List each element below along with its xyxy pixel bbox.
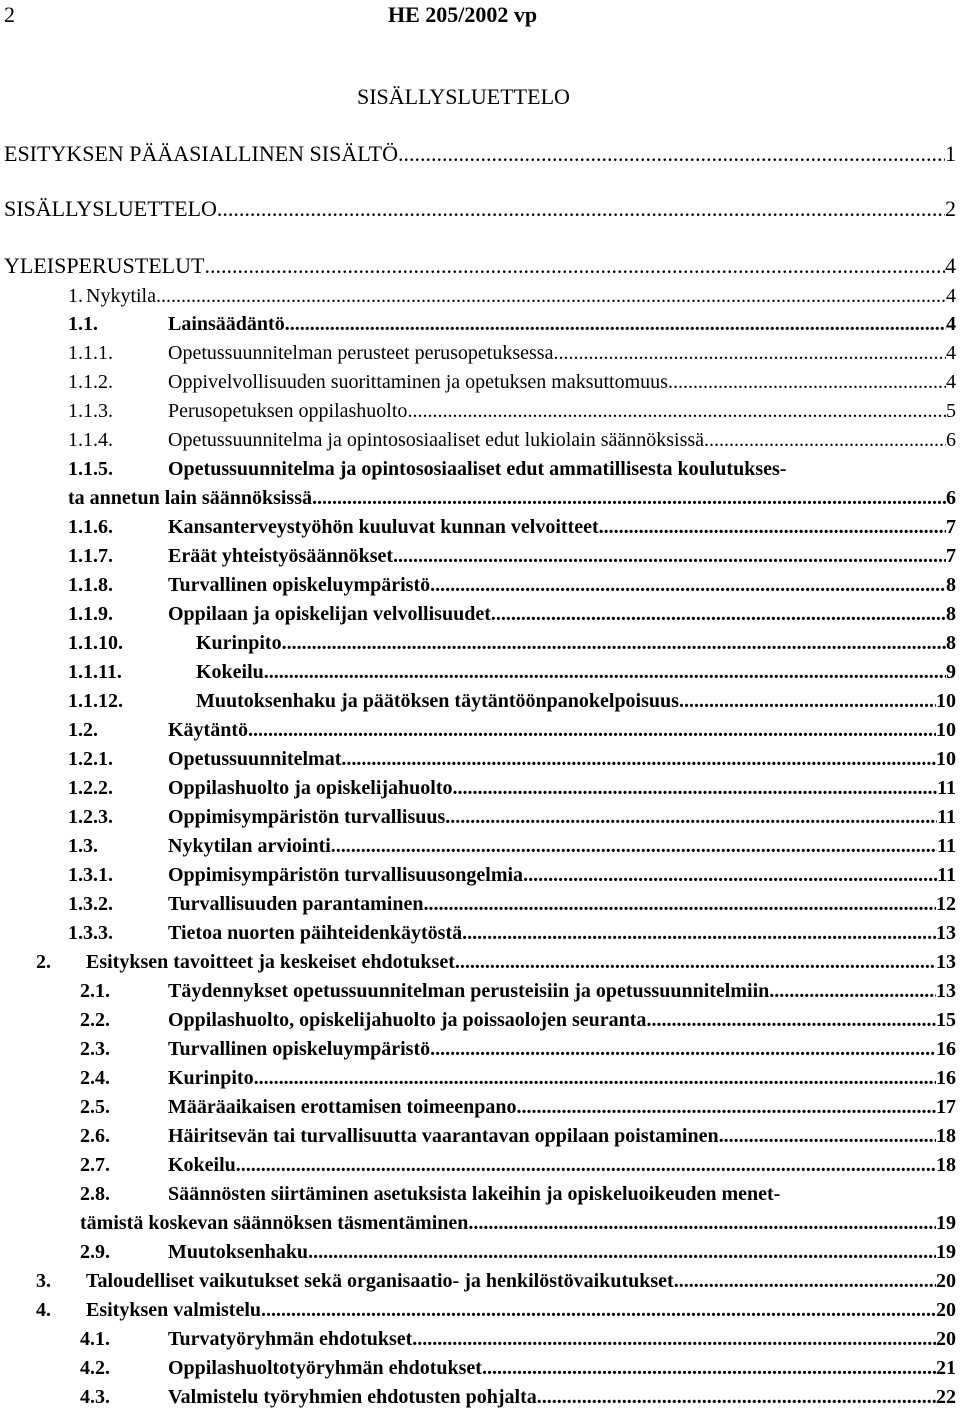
toc-entry[interactable] [0, 456, 960, 511]
toc-entry-page: 7 [946, 545, 956, 567]
toc-entry-title: Kurinpito [196, 632, 282, 654]
toc-entry[interactable] [0, 978, 960, 1004]
dot-leader [674, 1268, 936, 1294]
toc-entry-number: 1. [68, 285, 83, 307]
toc-entry-number: 1.3.1. [68, 864, 113, 886]
toc-entry-title: Nykytila [86, 285, 156, 307]
toc-entry-page: 16 [936, 1067, 956, 1089]
toc-entry-number: 1.3.2. [68, 893, 113, 915]
toc-entry-page: 5 [946, 400, 956, 422]
toc-entry[interactable] [0, 1181, 960, 1236]
toc-entry-title: Häiritsevän tai turvallisuutta vaarantavan oppilaan poistaminen [168, 1125, 719, 1147]
dot-leader [248, 717, 936, 743]
toc-entry-number: 2.1. [80, 980, 110, 1002]
toc-entry-page: 6 [946, 429, 956, 451]
toc-entry-title: Käytäntö [168, 719, 248, 741]
toc-entry-number: 1.2.1. [68, 748, 113, 770]
toc-entry-number: 1.1.7. [68, 545, 113, 567]
toc-entry[interactable] [0, 427, 960, 453]
toc-entry[interactable] [0, 514, 960, 540]
dot-leader [453, 775, 938, 801]
toc-entry-number: 1.1.3. [68, 400, 113, 422]
toc-entry-page: 4 [946, 342, 956, 364]
toc-entry-number: 3. [36, 1270, 51, 1292]
toc-entry[interactable] [0, 283, 960, 309]
toc-entry[interactable] [0, 1094, 960, 1120]
toc-entry[interactable] [0, 688, 960, 714]
toc-entry-title: YLEISPERUSTELUT [4, 253, 205, 278]
toc-entry[interactable] [0, 746, 960, 772]
toc-entry[interactable] [0, 1239, 960, 1265]
toc-entry-page: 15 [936, 1009, 956, 1031]
toc-entry-number: 1.1.4. [68, 429, 113, 451]
toc-entry[interactable] [0, 949, 960, 975]
dot-leader [599, 514, 946, 540]
toc-entry-page: 10 [936, 748, 956, 770]
toc-entry-title: Valmistelu työryhmien ehdotusten pohjalta [168, 1386, 537, 1408]
toc-entry-title: Säännösten siirtäminen asetuksista lakeihin ja opiskeluoikeuden menet- [168, 1183, 781, 1205]
dot-leader [217, 195, 945, 223]
dot-leader [393, 543, 946, 569]
toc-entry-title: Kokeilu [196, 661, 264, 683]
toc-entry-number: 1.3.3. [68, 922, 113, 944]
toc-entry-number: 1.1.6. [68, 516, 113, 538]
toc-entry-title: Kurinpito [168, 1067, 254, 1089]
toc-entry[interactable] [0, 1326, 960, 1352]
dot-leader [264, 659, 946, 685]
toc-entry-page: 12 [936, 893, 956, 915]
toc-entry[interactable] [0, 369, 960, 395]
toc-entry[interactable] [0, 659, 960, 685]
toc-entry[interactable] [0, 1355, 960, 1381]
toc-entry-title: ESITYKSEN PÄÄASIALLINEN SISÄLTÖ [4, 141, 398, 166]
toc-entry-number: 4.3. [80, 1386, 110, 1408]
toc-entry[interactable] [0, 804, 960, 830]
toc-entry[interactable] [0, 572, 960, 598]
dot-leader [423, 891, 936, 917]
toc-entry-title: Määräaikaisen erottamisen toimeenpano [168, 1096, 517, 1118]
toc-entry-number: 2.8. [80, 1183, 110, 1205]
toc-entry-title: Oppivelvollisuuden suorittaminen ja opetuksen maksuttomuus [168, 371, 668, 393]
toc-entry[interactable] [0, 195, 960, 223]
dot-leader [769, 978, 936, 1004]
dot-leader [491, 601, 946, 627]
toc-entry-title: Taloudelliset vaikutukset sekä organisaatio- ja henkilöstövaikutukset [86, 1270, 674, 1292]
toc-entry[interactable] [0, 920, 960, 946]
toc-entry-number: 2.9. [80, 1241, 110, 1263]
dot-leader [261, 1297, 936, 1323]
toc-entry-page: 18 [936, 1154, 956, 1176]
toc-entry[interactable] [0, 340, 960, 366]
dot-leader [704, 427, 946, 453]
toc-entry-page: 4 [946, 313, 956, 335]
toc-entry-page: 4 [946, 371, 956, 393]
dot-leader [312, 485, 946, 511]
document-id: HE 205/2002 vp [388, 2, 538, 27]
toc-entry-number: 2.3. [80, 1038, 110, 1060]
dot-leader [398, 140, 945, 168]
dot-leader [468, 1210, 936, 1236]
toc-entry-number: 2.5. [80, 1096, 110, 1118]
dot-leader [537, 1384, 936, 1410]
toc-entry[interactable] [0, 775, 960, 801]
toc-entry-title: Oppilashuolto, opiskelijahuolto ja poissaolojen seuranta [168, 1009, 647, 1031]
toc-entry-title: Oppilaan ja opiskelijan velvollisuudet [168, 603, 491, 625]
toc-entry-title: Muutoksenhaku ja päätöksen täytäntöönpanokelpoisuus [196, 690, 679, 712]
toc-entry[interactable] [0, 1123, 960, 1149]
toc-entry-title: Kansanterveystyöhön kuuluvat kunnan velvoitteet [168, 516, 599, 538]
toc-entry[interactable] [0, 1065, 960, 1091]
toc-entry-number: 1.1.10. [68, 632, 123, 654]
toc-entry-title: Turvallinen opiskeluympäristö [168, 574, 431, 596]
toc-entry-page: 10 [936, 719, 956, 741]
toc-entry[interactable] [0, 630, 960, 656]
toc-title: SISÄLLYSLUETTELO [357, 84, 570, 109]
toc-entry-number: 2. [36, 951, 51, 973]
dot-leader [254, 1065, 936, 1091]
dot-leader [455, 949, 936, 975]
toc-entry-title: Turvatyöryhmän ehdotukset [168, 1328, 413, 1350]
dot-leader [308, 1239, 936, 1265]
toc-entry[interactable] [0, 862, 960, 888]
toc-entry-page: 17 [936, 1096, 956, 1118]
toc-entry-number: 4.1. [80, 1328, 110, 1350]
toc-entry-number: 2.6. [80, 1125, 110, 1147]
toc-entry-title: Oppilashuoltotyöryhmän ehdotukset [168, 1357, 482, 1379]
toc-entry-page: 11 [937, 777, 956, 799]
dot-leader [156, 283, 946, 309]
toc-entry[interactable] [0, 543, 960, 569]
toc-entry-page: 13 [936, 951, 956, 973]
toc-entry-title: ta annetun lain säännöksissä [68, 487, 312, 509]
dot-leader [282, 630, 946, 656]
toc-entry[interactable] [0, 1297, 960, 1323]
toc-entry-number: 4.2. [80, 1357, 110, 1379]
toc-entry-number: 1.2.3. [68, 806, 113, 828]
toc-entry[interactable] [0, 1384, 960, 1410]
toc-entry-title: Muutoksenhaku [168, 1241, 309, 1263]
toc-entry-page: 13 [936, 922, 956, 944]
toc-entry[interactable] [0, 1036, 960, 1062]
toc-entry-page: 8 [946, 574, 956, 596]
toc-entry-page: 16 [936, 1038, 956, 1060]
toc-entry-title: Eräät yhteistyösäännökset [168, 545, 394, 567]
toc-entry-page: 4 [946, 285, 956, 307]
page-number: 2 [4, 2, 15, 27]
dot-leader [204, 252, 945, 280]
toc-entry[interactable] [0, 717, 960, 743]
toc-entry-page: 11 [937, 806, 956, 828]
toc-entry[interactable] [0, 833, 960, 859]
toc-entry-title: Esityksen valmistelu [86, 1299, 262, 1321]
toc-entry-title: Kokeilu [168, 1154, 236, 1176]
toc-entry-number: 1.1.9. [68, 603, 113, 625]
toc-entry-number: 1.1.12. [68, 690, 123, 712]
toc-entry-title: Turvallisuuden parantaminen [168, 893, 424, 915]
toc-entry-title: Perusopetuksen oppilashuolto [168, 400, 408, 422]
dot-leader [331, 833, 937, 859]
toc-entry[interactable] [0, 1268, 960, 1294]
toc-entry-page: 19 [936, 1212, 956, 1234]
dot-leader [553, 340, 946, 366]
toc-entry-title: Oppimisympäristön turvallisuus [168, 806, 446, 828]
dot-leader [445, 804, 937, 830]
toc-entry-page: 20 [936, 1328, 956, 1350]
toc-entry-title: SISÄLLYSLUETTELO [4, 196, 217, 221]
toc-entry-title: Täydennykset opetussuunnitelman perusteisiin ja opetussuunnitelmiin [168, 980, 770, 1002]
toc-entry-page: 20 [936, 1270, 956, 1292]
toc-entry-page: 7 [946, 516, 956, 538]
toc-entry-title: Tietoa nuorten päihteidenkäytöstä [168, 922, 463, 944]
toc-entry-number: 1.1.1. [68, 342, 113, 364]
dot-leader [482, 1355, 936, 1381]
toc-entry-title: Opetussuunnitelma ja opintososiaaliset edut lukiolain säännöksissä [168, 429, 705, 451]
toc-entry-page: 19 [936, 1241, 956, 1263]
toc-entry-page: 8 [946, 603, 956, 625]
toc-entry-number: 1.3. [68, 835, 98, 857]
toc-entry-page: 20 [936, 1299, 956, 1321]
toc-entry-page: 10 [936, 690, 956, 712]
toc-entry-number: 1.1.8. [68, 574, 113, 596]
toc-entry-number: 1.1.11. [68, 661, 122, 683]
dot-leader [517, 1094, 937, 1120]
toc-entry-number: 1.2.2. [68, 777, 113, 799]
dot-leader [430, 572, 946, 598]
toc-entry-title: Lainsäädäntö [168, 313, 285, 335]
toc-entry-page: 9 [946, 661, 956, 683]
toc-entry-number: 1.1.5. [68, 458, 113, 480]
dot-leader [679, 688, 936, 714]
toc-entry-page: 22 [936, 1386, 956, 1408]
dot-leader [462, 920, 936, 946]
toc-entry-title: Opetussuunnitelman perusteet perusopetuksessa [168, 342, 554, 364]
toc-entry-page: 21 [936, 1357, 956, 1379]
dot-leader [719, 1123, 936, 1149]
toc-entry-title: Turvallinen opiskeluympäristö [168, 1038, 431, 1060]
toc-entry[interactable] [0, 1152, 960, 1178]
toc-entry-page: 6 [946, 487, 956, 509]
toc-entry-number: 1.1.2. [68, 371, 113, 393]
dot-leader [341, 746, 936, 772]
toc-entry-title: Opetussuunnitelma ja opintososiaaliset edut ammatillisesta koulutukses- [168, 458, 787, 480]
toc-entry-page: 11 [937, 835, 956, 857]
toc-entry-page: 2 [945, 196, 956, 221]
toc-entry-title: Oppimisympäristön turvallisuusongelmia [168, 864, 524, 886]
toc-entry[interactable] [0, 140, 960, 168]
toc-entry-number: 2.4. [80, 1067, 110, 1089]
toc-entry[interactable] [0, 311, 960, 337]
dot-leader [523, 862, 937, 888]
toc-entry-title: Nykytilan arviointi [168, 835, 331, 857]
toc-entry[interactable] [0, 601, 960, 627]
toc-entry-title: tämistä koskevan säännöksen täsmentäminen [80, 1212, 469, 1234]
toc-entry-page: 8 [946, 632, 956, 654]
toc-entry[interactable] [0, 398, 960, 424]
toc-entry-title: Opetussuunnitelmat [168, 748, 342, 770]
toc-entry-title: Oppilashuolto ja opiskelijahuolto [168, 777, 453, 799]
dot-leader [236, 1152, 936, 1178]
toc-entry-page: 18 [936, 1125, 956, 1147]
toc-entry-title: Esityksen tavoitteet ja keskeiset ehdotukset [86, 951, 455, 973]
toc-entry-number: 2.2. [80, 1009, 110, 1031]
toc-entry-page: 4 [945, 253, 956, 278]
toc-entry-page: 13 [936, 980, 956, 1002]
toc-entry-page: 11 [937, 864, 956, 886]
toc-entry[interactable] [0, 1007, 960, 1033]
dot-leader [285, 311, 946, 337]
dot-leader [668, 369, 946, 395]
dot-leader [407, 398, 946, 424]
toc-entry-number: 1.2. [68, 719, 98, 741]
toc-entry-number: 2.7. [80, 1154, 110, 1176]
toc-entry-number: 1.1. [68, 313, 98, 335]
dot-leader [646, 1007, 936, 1033]
toc-entry-number: 4. [36, 1299, 51, 1321]
toc-entry[interactable] [0, 891, 960, 917]
toc-entry[interactable] [0, 252, 960, 280]
dot-leader [412, 1326, 936, 1352]
toc-entry-page: 1 [945, 141, 956, 166]
dot-leader [430, 1036, 936, 1062]
